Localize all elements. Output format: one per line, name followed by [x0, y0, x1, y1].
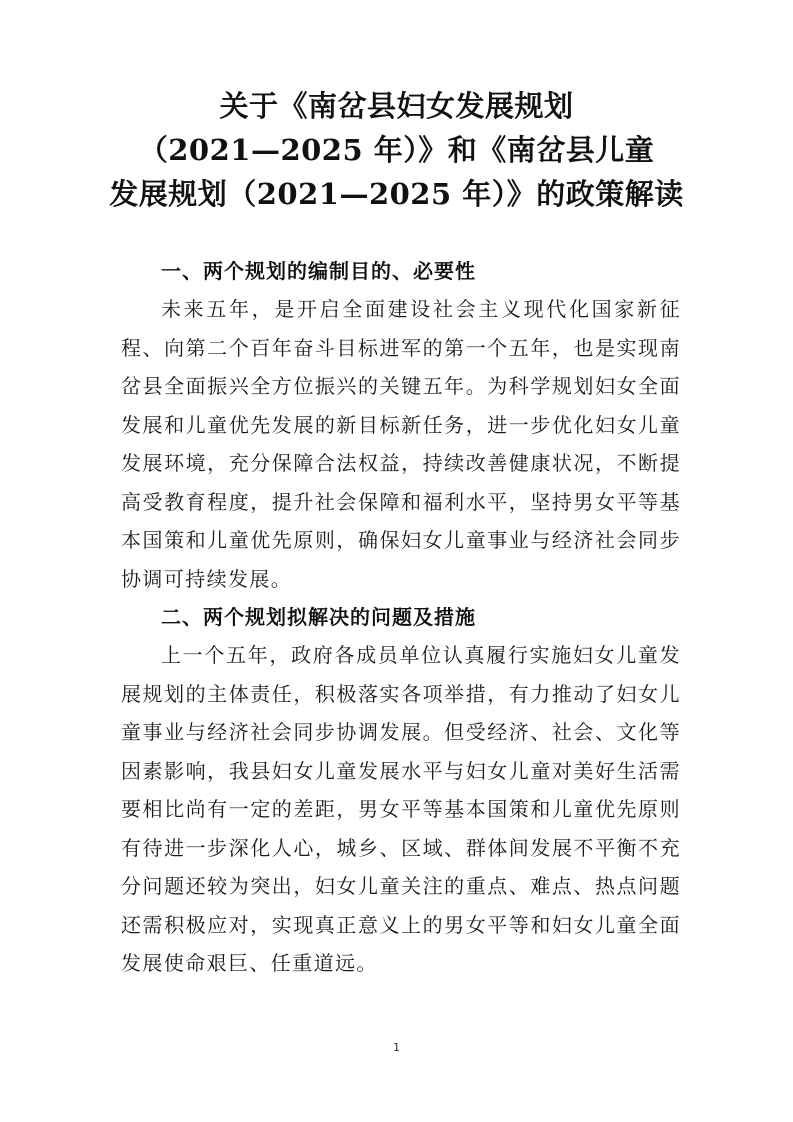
document-body — [121, 252, 681, 983]
title-line-1: 关于《南岔县妇女发展规划 — [219, 89, 574, 123]
document-title — [100, 84, 693, 216]
section-heading-1: 一、两个规划的编制目的、必要性 — [161, 259, 476, 283]
section-paragraph-2: 上一个五年，政府各成员单位认真履行实施妇女儿童发展规划的主体责任，积极落实各项举措，有力推动了妇女儿童事业与经济社会同步协调发展。但受经济、社会、文化等因素影响，我县妇女儿童发展水平与妇女儿童对美好生活需要相比尚有一定的差距，男女平等基本国策和儿童优先原则有待进一步深化人心，城乡、区域、群体间发展不平衡不充分问题还较为突出，妇女儿童关注的重点、难点、热点问题还需积极应对，实现真正意义上的男女平等和妇女儿童全面发展使命艰巨、任重道远。 — [121, 643, 681, 975]
section-heading-2: 二、两个规划拟解决的问题及措施 — [161, 605, 476, 629]
section-paragraph-1: 未来五年，是开启全面建设社会主义现代化国家新征程、向第二个百年奋斗目标进军的第一个五年，也是实现南岔县全面振兴全方位振兴的关键五年。为科学规划妇女全面发展和儿童优先发展的新目标新任务，进一步优化妇女儿童发展环境，充分保障合法权益，持续改善健康状况，不断提高受教育程度，提升社会保障和福利水平，坚持男女平等基本国策和儿童优先原则，确保妇女儿童事业与经济社会同步协调可持续发展。 — [121, 297, 681, 591]
page-number: 1 — [393, 1041, 400, 1054]
title-line-2: （2021—2025 年）》和《南岔县儿童 — [138, 133, 655, 167]
title-line-3: 发展规划（2021—2025 年）》的政策解读 — [109, 177, 684, 211]
